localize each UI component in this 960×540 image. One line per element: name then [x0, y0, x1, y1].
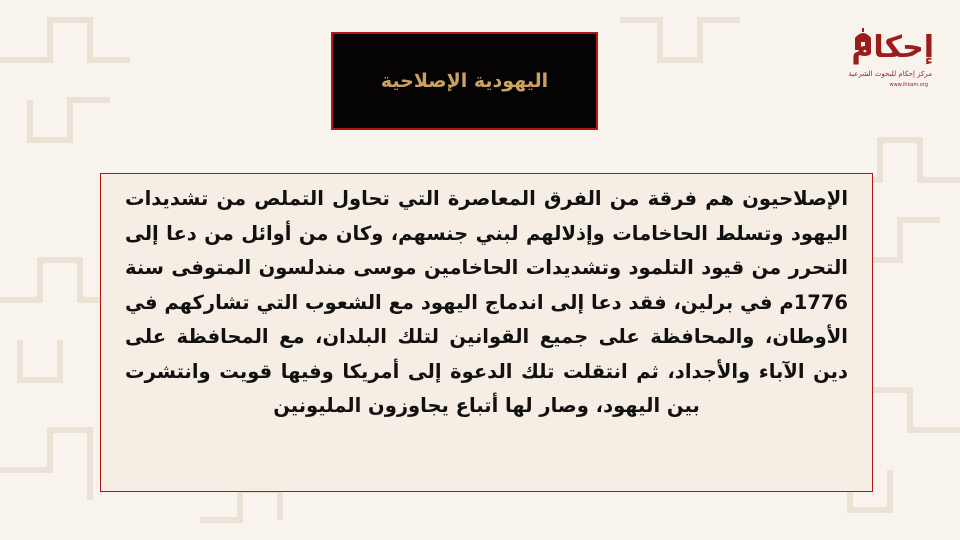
logo-wordmark: إحكام: [851, 30, 934, 65]
logo-tagline: www.ihkam.org: [889, 82, 928, 88]
logo-subtitle: مركز إحكام للبحوث الشرعية: [848, 70, 932, 78]
title-box: [331, 32, 598, 130]
slide-title: اليهودية الإصلاحية: [380, 70, 549, 92]
ihkam-logo: [846, 26, 936, 96]
body-text-box: [100, 173, 873, 492]
body-paragraph: الإصلاحيون هم فرقة من الفرق المعاصرة التي تحاول التملص من تشديدات اليهود وتسلط الحاخامات وإذلالهم لبني جنسهم، وكان من أوائل من دعا إلى التحرر من قيود التلمود وتشديدات الحاخامين موسى مندلسون المتوفى سنة 1776م في برلين، فقد دعا إلى اندماج اليهود مع الشعوب التي تشاركهم في الأوطان، والمحافظة على جميع القوانين لتلك البلدان، مع المحافظة على دين الآباء والأجداد، ثم انتقلت تلك الدعوة إلى أمريكا وفيها قويت وانتشرت بين اليهود، وصار لها أتباع يجاوزون المليونين: [125, 187, 848, 417]
